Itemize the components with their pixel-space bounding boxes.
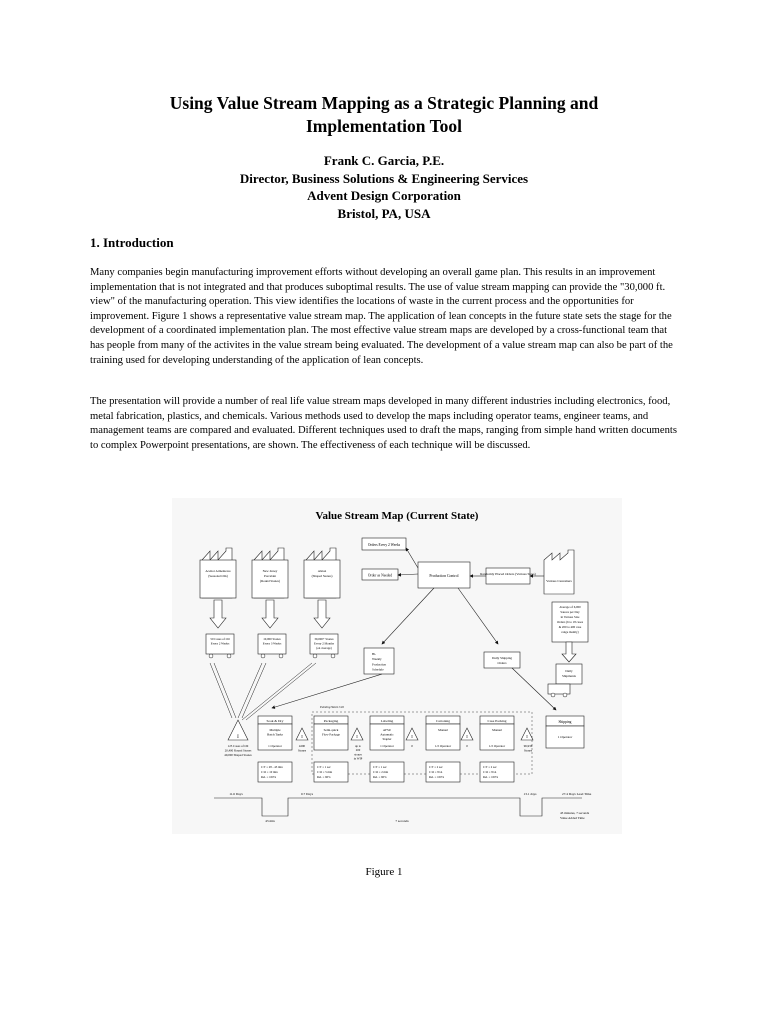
processes-group [258,716,514,782]
process-data-line: C/T = 2 sec [429,765,443,769]
supplier-to-inventory-arrows [210,663,316,720]
author-block [0,152,768,222]
process-body-line: Manual [438,728,448,732]
process-body-line: Stapler [382,737,392,742]
lead-time-label: 27.4 Days Lead Time [562,792,592,796]
process-body-line: Multiple [269,728,281,732]
process-operator: 1/2 Operator [434,744,452,748]
author-position: Director, Business Solutions & Engineering Services [239,170,529,186]
author-name: Frank C. Garcia, P.E. [323,153,445,168]
author-location: Bristol, PA, USA [337,205,431,221]
process-3 [426,716,460,782]
process-data-line: C/O = N/A [429,770,443,774]
wip-packaging-line: up to [354,744,362,748]
supplier-name-line: Porcelain [263,574,277,578]
customer-demand-line: in Various Size [560,615,580,619]
supplier-delivery-line: 30,000+ Stones [314,637,334,641]
supplier-name-line: (Round Stones) [260,579,280,583]
wheel-icon [209,654,213,658]
daily-shipping-orders-box [484,652,520,668]
supplier-box [200,560,236,598]
figure-title: Value Stream Map (Current State) [315,510,479,522]
timeline-group [214,792,592,823]
wip-cartoning-value: 0 [466,744,468,748]
process-4 [480,716,514,782]
raw-inventory-line: 20,400 Round Stones [224,748,252,753]
value-added-time-line: 43 minutes, 7 seconds [560,811,590,815]
process-name: Cartoning [436,719,450,723]
shipping-name: Shipping [558,720,572,724]
supplier-delivery-line: Every 2 Months [314,641,334,646]
process-name: Labeling [380,719,394,723]
raw-inventory-line: 125 Cases of Oil [227,744,249,748]
process-data-line: C/T = 2 sec [483,765,497,769]
daily-shipments-line: Daily [565,669,573,673]
truck-icon [548,684,570,694]
wip-soak-line: Stones [297,748,307,753]
process-data-line: C/T = 28 - 43 min [261,765,283,769]
biweekly-schedule-line: Weekly [372,657,382,662]
process-data-line: Rel. = 60% [373,775,387,779]
supplier-push-arrow-icon [262,600,278,628]
wheel-icon [279,654,283,658]
various-customers-label: Various Customers [546,579,572,583]
biweekly-schedule-line: Production [372,662,386,667]
customer-demand-line: & 200 to 400 case [558,625,582,629]
process-body-line: Manual [492,728,502,732]
timeline-bottom-label: 7 seconds [395,819,409,823]
process-2 [370,716,404,782]
daily-shipments-line: Shipments [562,674,576,678]
process-operator: 1 Operator [268,744,282,748]
wip-packaging-line: 200 [355,748,361,753]
biweekly-schedule-line: Schedule [372,667,384,672]
process-operator: 1/2 Operator [488,744,506,748]
randomly-placed-orders-box [486,568,530,584]
inventory-symbol: I [411,734,413,739]
wip-soak-line: 4290 [298,744,306,748]
order-as-needed-label: Order as Needed [367,573,393,578]
process-body-line: Automatic [380,732,394,737]
process-name: Case Packing [487,719,507,723]
wheel-icon [331,654,335,658]
process-data-line: Rel. = 60% [317,775,331,779]
supplier-delivery-line: 50 Cases of Oil [210,637,230,641]
supplier-delivery-line: 10,000 Stones [263,637,281,641]
customer-demand-line: Orders (6 to 18 cases [556,620,584,624]
pc-to-shipping-orders-arrow [458,588,498,644]
inventory-symbol: I [356,734,358,739]
pc-to-orders-arrow [406,548,418,568]
paragraph-presentation: The presentation will provide a number of real life value stream maps developed in many different industries including electronics, food, metal fabrication, plastics, and chemicals. Various methods used to develop the maps including operator teams, engineer teams, and management teams are compared and evaluated. Different techniques used to draft the maps, ranging from simple hand written documents to complex Powerpoint presentations, are shown. The effectiveness of each technique will be discussed. [90,396,677,451]
wip-labeling-value: 0 [411,744,413,748]
process-1 [314,716,348,782]
schedule-to-soak-arrow [272,674,382,708]
inventory-symbol: I [301,734,303,739]
shipping-operator: 1 Operator [557,735,573,739]
raw-inventory-line: 49,000 Shaped Stones [224,752,252,757]
wip-packaging-line: stones [354,752,362,757]
paper-title [0,92,768,138]
supplier-push-arrow-icon [314,600,330,628]
finished-goods-line: 96,936 [523,744,533,748]
process-data-line: Rel. = 100% [429,775,445,779]
biweekly-schedule-line: Bi- [372,652,377,656]
supplier-name-line: (Seasonal Oils) [208,574,228,578]
timeline-line [214,798,582,816]
supplier-name-line: (Shaped Stones) [311,574,333,578]
value-added-time-line: Value Added Time [560,816,585,820]
value-stream-map-figure [172,498,622,834]
wheel-icon [227,654,231,658]
supplier-name-line: New Jersey [262,569,278,573]
raw-inventory-symbol: I [237,735,239,740]
finished-goods-line: Stones [523,748,533,753]
process-data-line: C/O = 10 min [261,770,278,774]
process-body-line: AFSU [382,728,392,732]
randomly-placed-orders-label: Randomly Placed Orders (Various Sizes) [480,572,536,576]
supplier-delivery-line: Every 2 Weeks [210,641,230,646]
suppliers-group [200,548,340,658]
title-line-2: Implementation Tool [305,116,463,136]
wheel-icon [261,654,265,658]
orders-every-2-weeks-label: Orders Every 2 Weeks [367,543,401,547]
daily-shipping-orders-line: Orders [497,661,507,665]
customers-factory-icon [544,550,574,594]
raw-inventory-text [224,744,252,758]
inventory-symbol: I [466,734,468,739]
process-name: Packaging [323,719,339,723]
supplier-name-line: Alsion [317,569,327,573]
figure-caption: Figure 1 [365,866,403,878]
supplier-push-arrow-icon [210,600,226,628]
wip-packaging-line: in WIP [353,756,363,761]
author-company: Advent Design Corporation [307,188,461,203]
process-body-line: Batch Tanks [267,732,283,737]
supplier-2 [304,548,340,658]
value-stream-map [172,498,622,834]
title-line-1: Using Value Stream Mapping as a Strategic Planning and [169,93,599,113]
production-control-label: Production Control [429,574,459,578]
shipment-to-customer-arrow [562,642,576,662]
process-data-line: C/T = 1 sec [373,765,387,769]
supplier-delivery-line: Every 3 Weeks [262,641,282,646]
timeline-top-label: 0.7 Days [300,792,314,796]
pc-to-order-needed-arrow [398,574,418,575]
supplier-name-line: Aceitor Armenteros [205,569,231,573]
process-data-line: C/T = 1 sec [317,765,331,769]
process-body-line: Flow Package [322,732,340,737]
process-data-line: C/O = N/A [483,770,497,774]
process-name: Soak & Dry [266,719,284,723]
daily-shipping-orders-line: Daily Shipping [491,656,513,660]
wheel-icon [313,654,317,658]
section-heading: 1. Introduction [90,235,174,250]
timeline-top-label: 13.1 days [523,792,537,796]
supplier-delivery-line: (on average) [316,646,332,651]
process-data-line: C/O = 5 min [317,770,333,774]
customer-demand-line: Average of 6,000 [559,605,581,609]
timeline-bottom-label: 43 min [265,819,275,823]
existing-work-cell-label: Existing Work Cell [320,705,344,709]
pc-to-schedule-arrow [382,588,434,644]
process-0 [258,716,292,782]
supplier-0 [200,548,236,658]
paragraph-intro: Many companies begin manufacturing improvement efforts without developing an overall game plan. This results in an improvement implementation that is not integrated and that produces suboptimal results. The use of value stream mapping can provide the "30,000 ft. view" of the manufacturing operation. This view identifies the locations of waste in the current process and the opportunities for improvement. Figure 1 shows a representative value stream map. The application of lean concepts in the future state sets the stage for the development of a coordinated implementation plan. The most effective value stream maps are developed by a cross-functional team that has people from many of the activites in the value stream being evaluated. The development of a value stream map can also be part of the training used for developing understanding of the application of lean concepts. [90,267,673,366]
customer-demand-line: range mainly) [561,630,579,634]
process-body-line: Semi-quick [323,728,339,732]
timeline-top-label: 11.6 Days [229,792,243,796]
process-data-line: Rel. = 100% [261,775,277,779]
customer-demand-line: Sauces per Day [560,610,580,614]
supplier-1 [252,548,288,658]
supplier-box [304,560,340,598]
process-operator: 1 Operator [380,744,394,748]
inventory-symbol: I [526,734,528,739]
process-data-line: C/O = 2 min [373,770,389,774]
process-data-line: Rel. = 100% [483,775,499,779]
